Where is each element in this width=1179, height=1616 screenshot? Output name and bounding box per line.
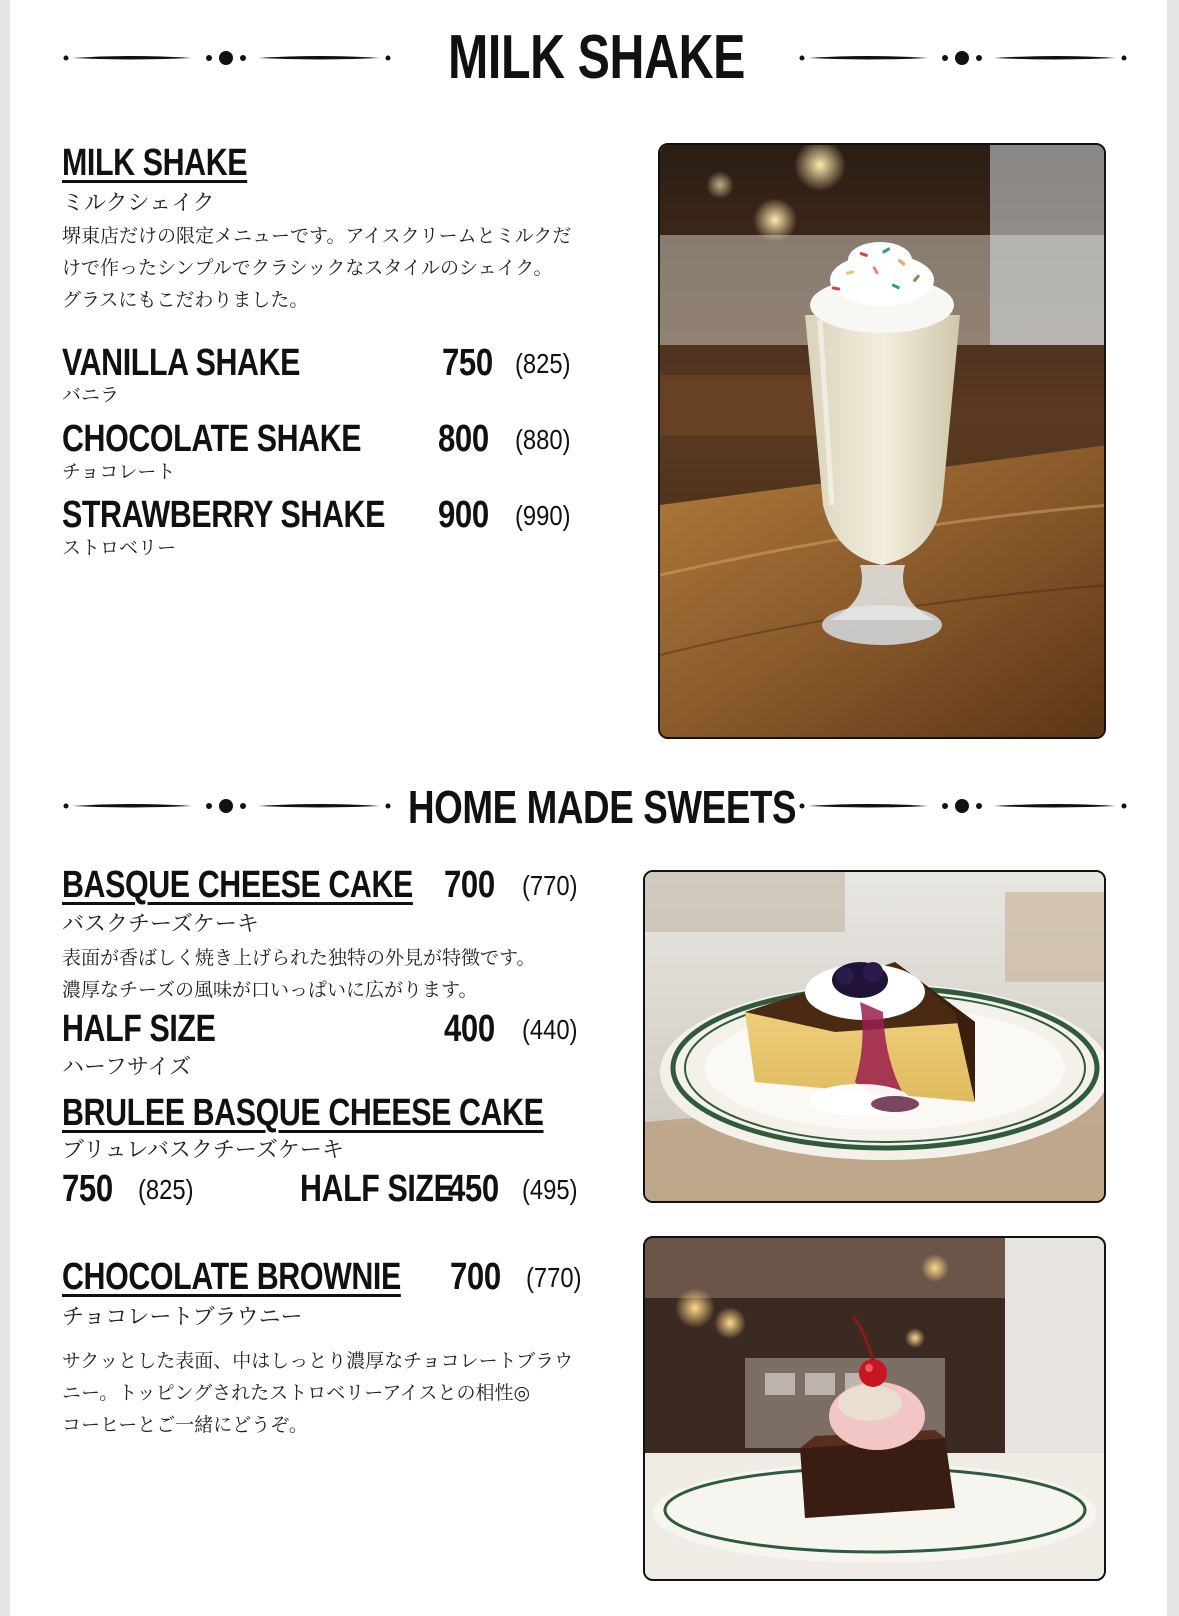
- item-price-tax: (990): [515, 500, 571, 531]
- basque-name: BASQUE CHEESE CAKE: [62, 864, 413, 906]
- half-size-name-jp: ハーフサイズ: [62, 1055, 192, 1080]
- milkshake-name: MILK SHAKE: [62, 142, 248, 184]
- item-name: VANILLA SHAKE: [62, 342, 300, 384]
- section-title-milkshake: MILK SHAKE: [448, 23, 746, 92]
- brownie-name-jp: チョコレートブラウニー: [62, 1305, 303, 1330]
- basque-name-jp: バスクチーズケーキ: [62, 912, 259, 937]
- brulee-name: BRULEE BASQUE CHEESE CAKE: [62, 1092, 544, 1134]
- item-name: CHOCOLATE SHAKE: [62, 418, 362, 460]
- milkshake-illustration: [660, 145, 1106, 739]
- right-ornament: [798, 48, 1128, 68]
- basque-price-tax: (770): [522, 870, 578, 901]
- brulee-name-jp: ブリュレバスクチーズケーキ: [62, 1138, 344, 1163]
- item-price-tax: (825): [515, 348, 571, 379]
- section-title-sweets: HOME MADE SWEETS: [408, 781, 797, 833]
- brownie-description: サクッとした表面、中はしっとり濃厚なチョコレートブラウ ニー。トッピングされたストロベリーアイスとの相性◎ コーヒーとご一緒にどうぞ。: [62, 1350, 574, 1436]
- item-price: 750: [442, 342, 493, 384]
- milkshake-description: 堺東店だけの限定メニューです。アイスクリームとミルクだ けで作ったシンプルでクラシックなスタイルのシェイク。 グラスにもこだわりました。: [62, 225, 572, 311]
- brownie-name: CHOCOLATE BROWNIE: [62, 1256, 401, 1298]
- basque-price: 700: [444, 864, 495, 906]
- brownie-price-tax: (770): [526, 1262, 582, 1293]
- brulee-price-tax: (825): [138, 1174, 194, 1205]
- brownie-price: 700: [450, 1256, 501, 1298]
- left-ornament: [62, 796, 392, 816]
- item-price: 900: [438, 494, 489, 536]
- brulee-price: 750: [62, 1168, 113, 1210]
- menu-page: [10, 0, 1167, 1616]
- half-size-price-tax: (440): [522, 1014, 578, 1045]
- item-name: STRAWBERRY SHAKE: [62, 494, 385, 536]
- cheesecake-illustration: [645, 872, 1106, 1203]
- milkshake-photo: [658, 143, 1106, 739]
- cheesecake-photo: [643, 870, 1106, 1203]
- brownie-illustration: [645, 1238, 1106, 1581]
- item-name-jp: チョコレート: [62, 461, 176, 483]
- brulee-half-price-tax: (495): [522, 1174, 578, 1205]
- half-size-price: 400: [444, 1008, 495, 1050]
- right-ornament: [798, 796, 1128, 816]
- half-size-name: HALF SIZE: [62, 1008, 216, 1050]
- brownie-photo: [643, 1236, 1106, 1581]
- left-ornament: [62, 48, 392, 68]
- brulee-half-price: 450: [448, 1168, 499, 1210]
- item-name-jp: ストロベリー: [62, 537, 177, 559]
- item-price-tax: (880): [515, 424, 571, 455]
- item-price: 800: [438, 418, 489, 460]
- milkshake-name-jp: ミルクシェイク: [62, 191, 215, 216]
- item-name-jp: バニラ: [62, 384, 120, 406]
- brulee-half-label: HALF SIZE: [300, 1168, 454, 1210]
- basque-description: 表面が香ばしく焼き上げられた独特の外見が特徴です。 濃厚なチーズの風味が口いっぱいに広がります。: [62, 947, 536, 1001]
